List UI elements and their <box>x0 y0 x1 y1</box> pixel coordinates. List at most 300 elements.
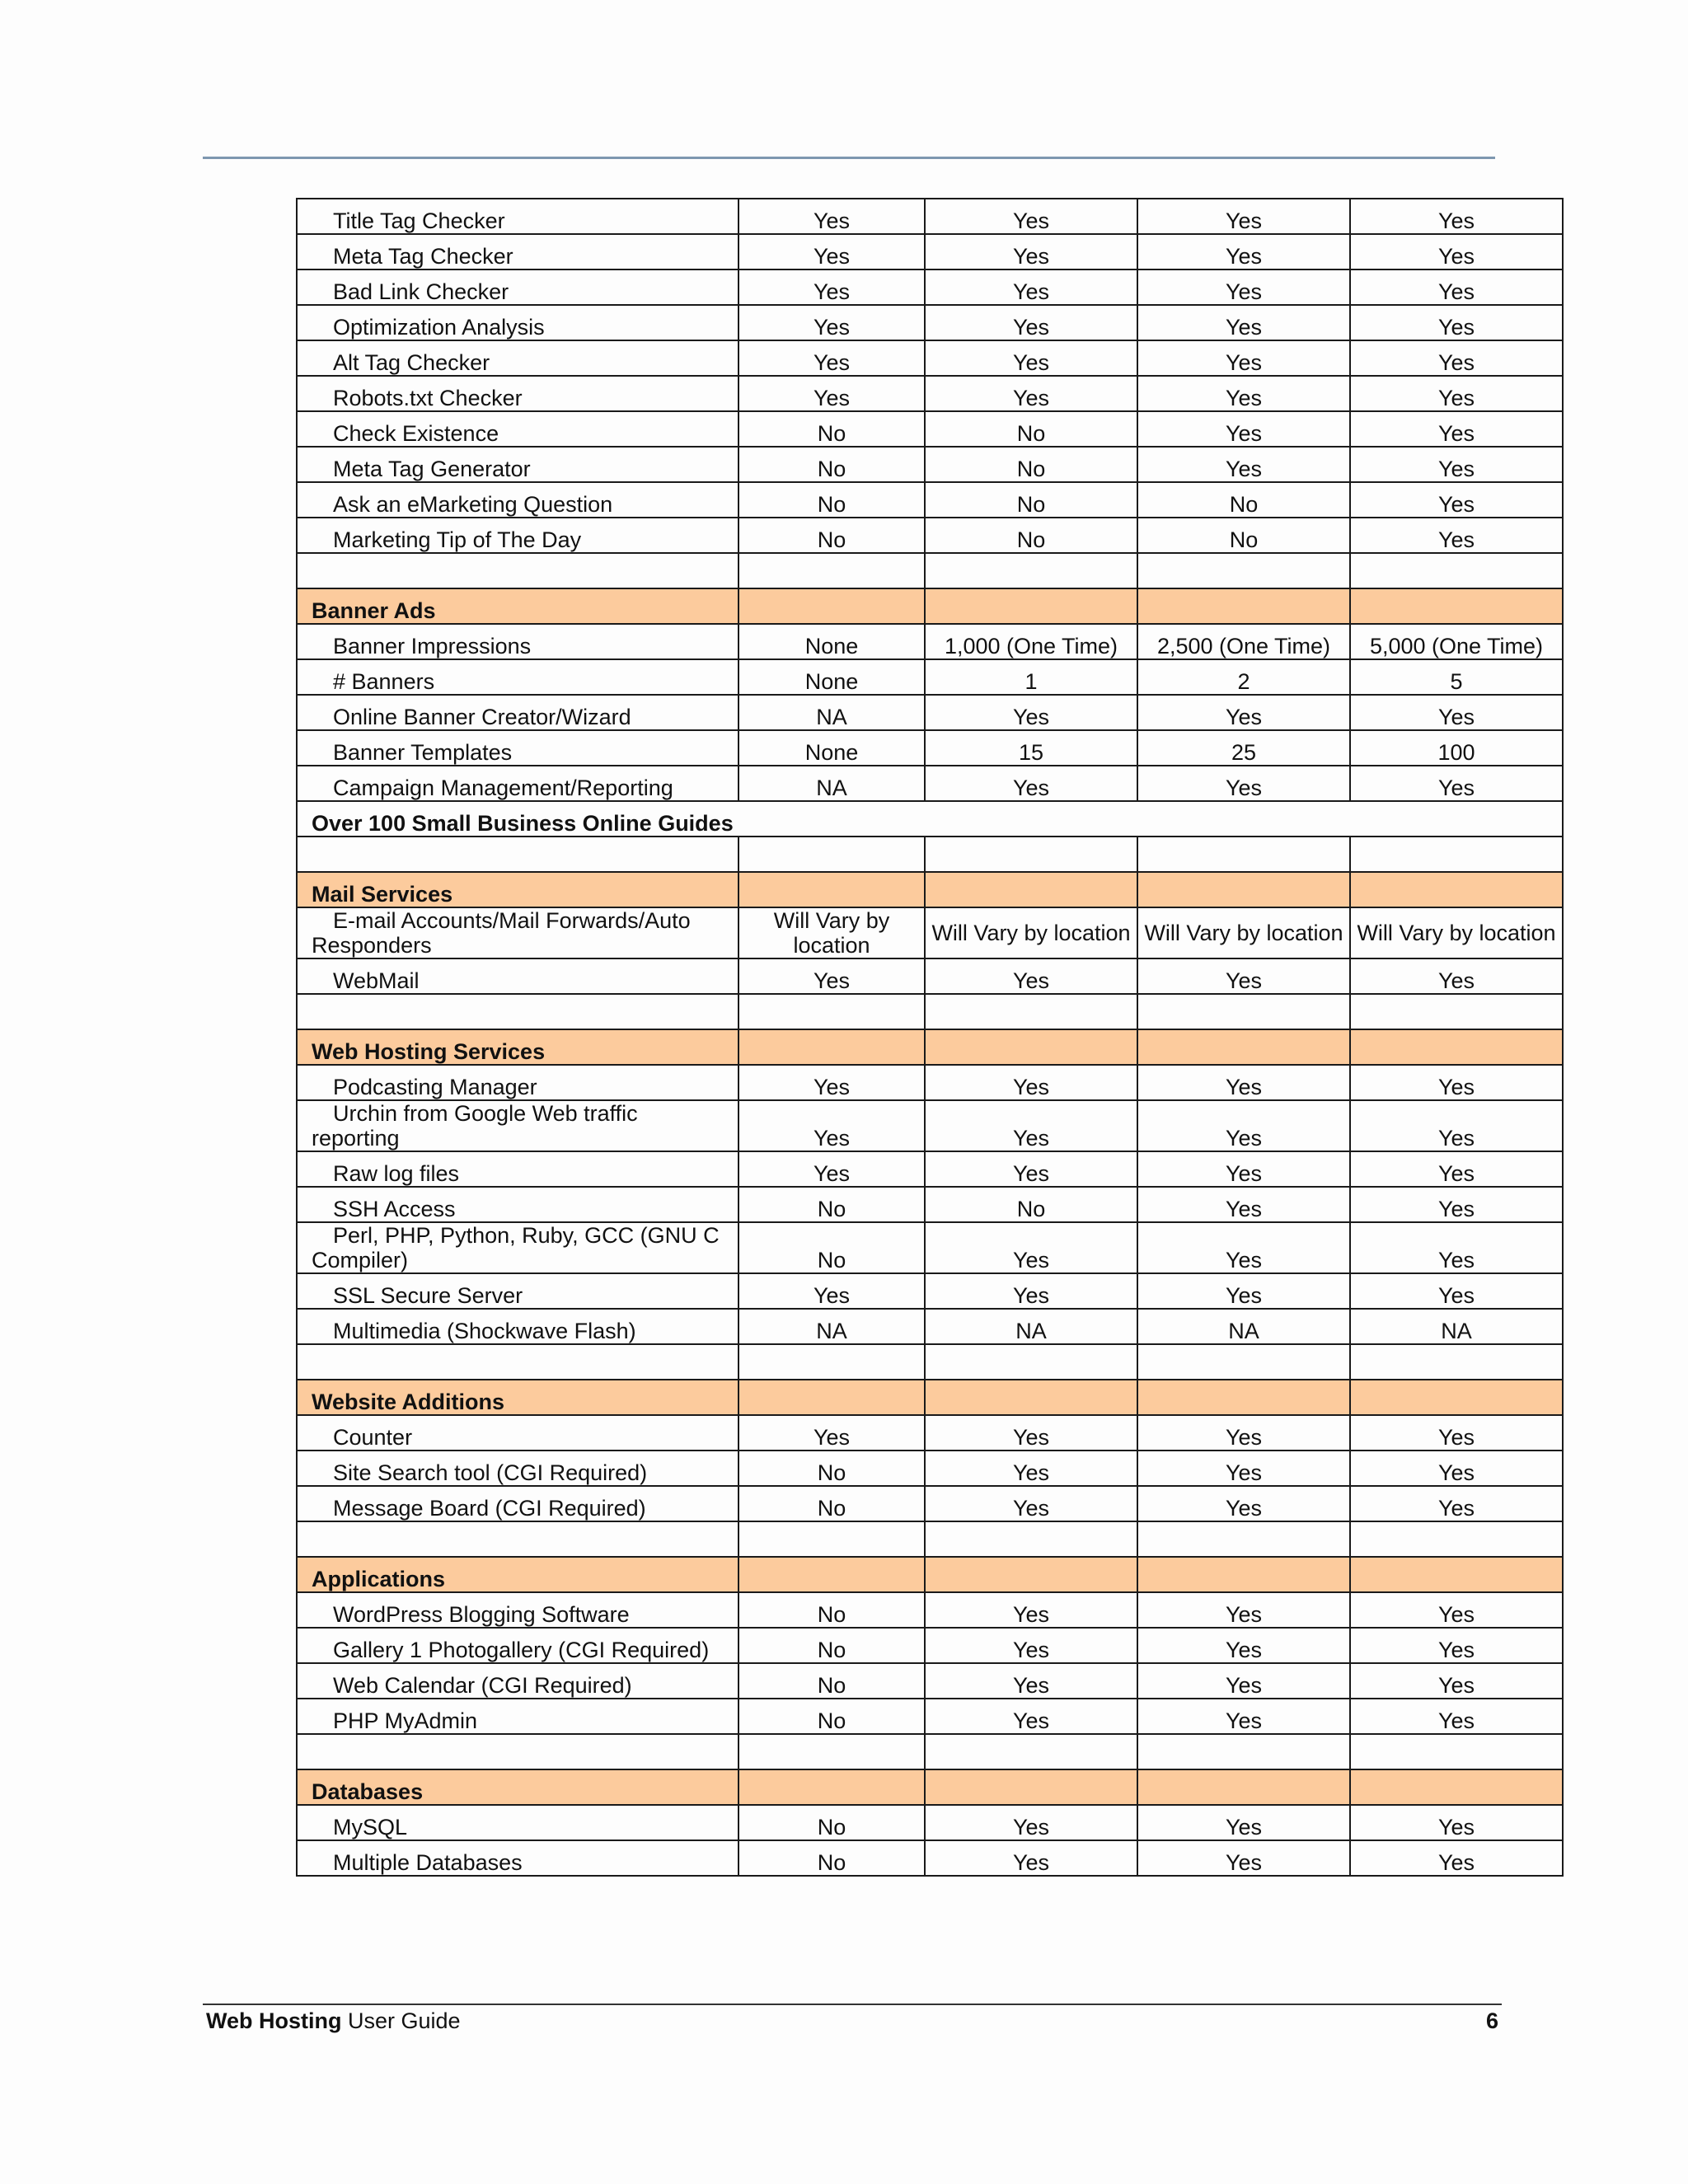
plan-value-cell: Yes <box>1137 305 1350 340</box>
feature-name: Bad Link Checker <box>333 279 509 304</box>
plan-value-cell: Yes <box>1137 1663 1350 1699</box>
feature-row <box>297 482 1563 518</box>
plan-value-cell: Yes <box>925 199 1137 234</box>
plan-value-cell: Yes <box>1350 1699 1563 1734</box>
feature-name: Robots.txt Checker <box>333 386 523 410</box>
feature-name-cell <box>297 958 738 994</box>
feature-name-cell <box>297 1415 738 1451</box>
feature-name: Meta Tag Checker <box>333 244 513 269</box>
empty-cell <box>297 1521 738 1557</box>
plan-value-cell: Yes <box>738 1065 925 1100</box>
plan-value-cell: Yes <box>738 269 925 305</box>
plan-value-cell: Yes <box>1137 1451 1350 1486</box>
section-fill-cell <box>1137 1557 1350 1592</box>
plan-value-cell: Yes <box>1137 1187 1350 1222</box>
feature-comparison-table <box>296 198 1564 1877</box>
page-footer <box>206 2006 1500 2036</box>
plan-value-cell: 15 <box>925 730 1137 766</box>
plan-value-cell: NA <box>738 766 925 801</box>
section-fill-cell <box>738 1557 925 1592</box>
plan-value-cell: Yes <box>1137 1100 1350 1151</box>
feature-row <box>297 958 1563 994</box>
section-fill-cell <box>738 1029 925 1065</box>
plan-value-cell: 5,000 (One Time) <box>1350 624 1563 659</box>
blank-row <box>297 553 1563 588</box>
feature-name: # Banners <box>333 669 435 694</box>
plan-value-cell: No <box>738 1451 925 1486</box>
section-fill-cell <box>925 588 1137 624</box>
feature-name-cell <box>297 411 738 447</box>
plan-value-cell: Yes <box>1137 1415 1350 1451</box>
plan-value-cell: Yes <box>925 1699 1137 1734</box>
feature-name-cell <box>297 234 738 269</box>
feature-row <box>297 269 1563 305</box>
empty-cell <box>297 553 738 588</box>
feature-name-cell <box>297 1840 738 1876</box>
section-fill-cell <box>1350 1029 1563 1065</box>
plan-value-cell: Yes <box>738 340 925 376</box>
section-title: Databases <box>297 1769 738 1805</box>
feature-table-body <box>297 199 1563 1876</box>
section-fill-cell <box>738 1380 925 1415</box>
feature-row <box>297 1273 1563 1309</box>
section-fill-cell <box>1137 1769 1350 1805</box>
plan-value-cell: Yes <box>1350 269 1563 305</box>
plan-value-cell: Yes <box>1350 1415 1563 1451</box>
plan-value-cell: Yes <box>925 1222 1137 1273</box>
feature-row <box>297 624 1563 659</box>
feature-row <box>297 199 1563 234</box>
plan-value-cell: Yes <box>1137 1805 1350 1840</box>
empty-cell <box>1350 553 1563 588</box>
section-header-row <box>297 588 1563 624</box>
section-header-row <box>297 1769 1563 1805</box>
feature-name-cell <box>297 447 738 482</box>
feature-row <box>297 695 1563 730</box>
empty-cell <box>1350 1734 1563 1769</box>
section-fill-cell <box>738 588 925 624</box>
plan-value-cell: Yes <box>1350 376 1563 411</box>
plan-value-cell: Yes <box>925 1592 1137 1628</box>
blank-row <box>297 1521 1563 1557</box>
plan-value-cell: Yes <box>1350 482 1563 518</box>
plan-value-cell: Yes <box>1350 1151 1563 1187</box>
feature-name-cell <box>297 1187 738 1222</box>
plan-value-cell: Yes <box>1137 269 1350 305</box>
plan-value-cell: No <box>738 1222 925 1273</box>
feature-name: Optimization Analysis <box>333 315 545 340</box>
feature-name-cell <box>297 376 738 411</box>
plan-value-cell: Yes <box>925 1840 1137 1876</box>
feature-name: MySQL <box>333 1815 408 1840</box>
feature-name-cell <box>297 659 738 695</box>
plan-value-cell: Yes <box>925 1100 1137 1151</box>
section-header-row <box>297 1557 1563 1592</box>
plan-value-cell: Yes <box>1350 766 1563 801</box>
empty-cell <box>925 1734 1137 1769</box>
plan-value-cell: Yes <box>925 1805 1137 1840</box>
plan-value-cell: Yes <box>1137 1486 1350 1521</box>
plan-value-cell: Yes <box>1137 447 1350 482</box>
empty-cell <box>738 837 925 872</box>
feature-name: Campaign Management/Reporting <box>333 776 673 800</box>
empty-cell <box>297 1734 738 1769</box>
section-fill-cell <box>1137 1029 1350 1065</box>
plan-value-cell: Yes <box>738 234 925 269</box>
section-fill-cell <box>925 1029 1137 1065</box>
plan-value-cell: No <box>738 411 925 447</box>
feature-name: Web Calendar (CGI Required) <box>333 1673 632 1698</box>
empty-cell <box>738 994 925 1029</box>
feature-row <box>297 1663 1563 1699</box>
feature-name-cell <box>297 518 738 553</box>
plan-value-cell: No <box>1137 482 1350 518</box>
plan-value-cell: 2 <box>1137 659 1350 695</box>
plan-value-cell: Yes <box>738 1273 925 1309</box>
feature-name-cell <box>297 695 738 730</box>
feature-name-cell <box>297 1309 738 1344</box>
feature-row <box>297 1840 1563 1876</box>
feature-row <box>297 1699 1563 1734</box>
plan-value-cell: No <box>738 1628 925 1663</box>
feature-row <box>297 766 1563 801</box>
plan-value-cell: No <box>925 1187 1137 1222</box>
feature-name-continuation: Compiler) <box>312 1248 409 1272</box>
plan-value-cell: None <box>738 730 925 766</box>
section-fill-cell <box>1137 1380 1350 1415</box>
feature-name-cell <box>297 1065 738 1100</box>
feature-name-cell <box>297 1592 738 1628</box>
plan-value-cell: Yes <box>1350 1065 1563 1100</box>
plan-value-cell: Yes <box>1350 1273 1563 1309</box>
section-fill-cell <box>738 872 925 907</box>
plan-value-cell: No <box>925 411 1137 447</box>
feature-row <box>297 1100 1563 1151</box>
feature-name: Ask an eMarketing Question <box>333 492 613 517</box>
plan-value-cell: Will Vary by location <box>925 907 1137 958</box>
feature-name-cell <box>297 1273 738 1309</box>
feature-name-line: E-mail Accounts/Mail Forwards/Auto <box>333 908 691 933</box>
plan-value-cell: Will Vary by location <box>1350 907 1563 958</box>
plan-value-cell: Yes <box>1137 1151 1350 1187</box>
plan-value-cell: No <box>738 1663 925 1699</box>
plan-value-cell: No <box>738 1486 925 1521</box>
section-fill-cell <box>925 872 1137 907</box>
plan-value-cell: 2,500 (One Time) <box>1137 624 1350 659</box>
feature-name: Meta Tag Generator <box>333 457 531 481</box>
section-fill-cell <box>1350 1557 1563 1592</box>
empty-cell <box>738 1344 925 1380</box>
plan-value-cell: Yes <box>738 376 925 411</box>
feature-name: Banner Impressions <box>333 634 532 658</box>
plan-value-cell: Yes <box>925 1451 1137 1486</box>
empty-cell <box>738 1734 925 1769</box>
section-header-row <box>297 1380 1563 1415</box>
plan-value-cell: No <box>738 1592 925 1628</box>
feature-name-cell <box>297 199 738 234</box>
feature-name-continuation: Responders <box>312 933 432 958</box>
plan-value-cell: Yes <box>1137 1840 1350 1876</box>
feature-name: Site Search tool (CGI Required) <box>333 1460 648 1485</box>
plan-value-cell: No <box>738 447 925 482</box>
feature-row <box>297 411 1563 447</box>
feature-row <box>297 1065 1563 1100</box>
feature-name: Multimedia (Shockwave Flash) <box>333 1319 636 1343</box>
feature-row <box>297 1187 1563 1222</box>
page-number: 6 <box>1485 2008 1498 2033</box>
header-rule <box>203 157 1495 159</box>
feature-row <box>297 518 1563 553</box>
blank-row <box>297 1344 1563 1380</box>
blank-row <box>297 1734 1563 1769</box>
plan-value-cell: Yes <box>1350 305 1563 340</box>
plan-value-cell: Yes <box>1350 1663 1563 1699</box>
empty-cell <box>1350 994 1563 1029</box>
plan-value-cell: Yes <box>925 1151 1137 1187</box>
feature-row <box>297 340 1563 376</box>
plan-value-cell: Yes <box>925 269 1137 305</box>
feature-row <box>297 1309 1563 1344</box>
empty-cell <box>1350 1344 1563 1380</box>
plan-value-cell: No <box>925 447 1137 482</box>
feature-row <box>297 447 1563 482</box>
plan-value-cell: Yes <box>925 376 1137 411</box>
plan-value-cell: Will Vary by location <box>738 907 925 958</box>
plan-value-cell: Yes <box>1137 695 1350 730</box>
blank-row <box>297 837 1563 872</box>
plan-value-cell: Will Vary by location <box>1137 907 1350 958</box>
empty-cell <box>1350 1521 1563 1557</box>
section-title: Banner Ads <box>297 588 738 624</box>
plan-value-cell: Yes <box>738 1415 925 1451</box>
plan-value-cell: None <box>738 624 925 659</box>
empty-cell <box>738 553 925 588</box>
empty-cell <box>1137 1344 1350 1380</box>
plan-value-cell: No <box>738 518 925 553</box>
section-fill-cell <box>1137 588 1350 624</box>
empty-cell <box>1137 1734 1350 1769</box>
plan-value-cell: No <box>925 518 1137 553</box>
feature-name-cell <box>297 482 738 518</box>
footer-product-name: Web Hosting <box>206 2008 342 2033</box>
plan-value-cell: Yes <box>925 340 1137 376</box>
section-fill-cell <box>1350 872 1563 907</box>
feature-row <box>297 234 1563 269</box>
section-title: Website Additions <box>297 1380 738 1415</box>
plan-value-cell: NA <box>1350 1309 1563 1344</box>
feature-name-cell <box>297 1151 738 1187</box>
full-width-label: Over 100 Small Business Online Guides <box>297 801 1563 837</box>
feature-row <box>297 907 1563 958</box>
feature-name-line: Perl, PHP, Python, Ruby, GCC (GNU C <box>333 1223 720 1248</box>
empty-cell <box>925 994 1137 1029</box>
plan-value-cell: Yes <box>1137 1699 1350 1734</box>
feature-row <box>297 659 1563 695</box>
empty-cell <box>1137 553 1350 588</box>
plan-value-cell: Yes <box>738 305 925 340</box>
feature-row <box>297 1486 1563 1521</box>
feature-row <box>297 1628 1563 1663</box>
blank-row <box>297 994 1563 1029</box>
feature-row <box>297 1805 1563 1840</box>
empty-cell <box>1137 837 1350 872</box>
section-fill-cell <box>738 1769 925 1805</box>
section-header-row <box>297 1029 1563 1065</box>
plan-value-cell: No <box>738 1699 925 1734</box>
feature-name-cell <box>297 730 738 766</box>
plan-value-cell: 25 <box>1137 730 1350 766</box>
feature-name: Multiple Databases <box>333 1850 523 1875</box>
section-fill-cell <box>1137 872 1350 907</box>
feature-name: Message Board (CGI Required) <box>333 1496 646 1521</box>
section-title: Mail Services <box>297 872 738 907</box>
section-fill-cell <box>1350 1380 1563 1415</box>
plan-value-cell: No <box>1137 518 1350 553</box>
feature-name-cell <box>297 305 738 340</box>
plan-value-cell: Yes <box>1350 1100 1563 1151</box>
feature-name: Alt Tag Checker <box>333 350 490 375</box>
plan-value-cell: Yes <box>1350 447 1563 482</box>
plan-value-cell: Yes <box>1350 411 1563 447</box>
plan-value-cell: Yes <box>925 766 1137 801</box>
plan-value-cell: Yes <box>1137 1222 1350 1273</box>
plan-value-cell: Yes <box>925 1273 1137 1309</box>
empty-cell <box>1350 837 1563 872</box>
feature-row <box>297 1592 1563 1628</box>
section-title: Applications <box>297 1557 738 1592</box>
plan-value-cell: No <box>738 482 925 518</box>
plan-value-cell: No <box>738 1187 925 1222</box>
plan-value-cell: Yes <box>1137 1065 1350 1100</box>
full-width-row <box>297 801 1563 837</box>
plan-value-cell: NA <box>925 1309 1137 1344</box>
empty-cell <box>297 837 738 872</box>
plan-value-cell: NA <box>738 695 925 730</box>
plan-value-cell: NA <box>738 1309 925 1344</box>
empty-cell <box>738 1521 925 1557</box>
footer-rule <box>203 2004 1502 2005</box>
section-fill-cell <box>925 1380 1137 1415</box>
feature-row <box>297 1222 1563 1273</box>
plan-value-cell: Yes <box>925 958 1137 994</box>
plan-value-cell: Yes <box>925 305 1137 340</box>
feature-name: Podcasting Manager <box>333 1075 537 1099</box>
empty-cell <box>925 553 1137 588</box>
plan-value-cell: Yes <box>1350 1451 1563 1486</box>
plan-value-cell: Yes <box>925 1486 1137 1521</box>
plan-value-cell: Yes <box>1137 1273 1350 1309</box>
feature-name: WordPress Blogging Software <box>333 1602 630 1627</box>
feature-name: Banner Templates <box>333 740 513 765</box>
plan-value-cell: Yes <box>925 1065 1137 1100</box>
plan-value-cell: Yes <box>1137 340 1350 376</box>
empty-cell <box>925 1521 1137 1557</box>
plan-value-cell: Yes <box>1350 1805 1563 1840</box>
plan-value-cell: Yes <box>1350 958 1563 994</box>
feature-name: PHP MyAdmin <box>333 1708 478 1733</box>
plan-value-cell: Yes <box>1137 1628 1350 1663</box>
section-fill-cell <box>925 1769 1137 1805</box>
feature-row <box>297 376 1563 411</box>
feature-name: Title Tag Checker <box>333 209 505 233</box>
plan-value-cell: 1,000 (One Time) <box>925 624 1137 659</box>
plan-value-cell: Yes <box>1137 411 1350 447</box>
feature-name-cell <box>297 269 738 305</box>
feature-name: WebMail <box>333 968 420 993</box>
plan-value-cell: Yes <box>738 958 925 994</box>
plan-value-cell: Yes <box>925 234 1137 269</box>
feature-name: Gallery 1 Photogallery (CGI Required) <box>333 1638 710 1662</box>
plan-value-cell: Yes <box>925 1415 1137 1451</box>
plan-value-cell: Yes <box>1350 340 1563 376</box>
plan-value-cell: Yes <box>1137 1592 1350 1628</box>
feature-name-cell <box>297 1628 738 1663</box>
feature-name-cell <box>297 1100 738 1151</box>
plan-value-cell: 100 <box>1350 730 1563 766</box>
plan-value-cell: Yes <box>925 1663 1137 1699</box>
feature-name-cell <box>297 624 738 659</box>
feature-name: SSH Access <box>333 1197 456 1221</box>
feature-name: Raw log files <box>333 1161 460 1186</box>
section-header-row <box>297 872 1563 907</box>
plan-value-cell: Yes <box>1137 766 1350 801</box>
empty-cell <box>1137 994 1350 1029</box>
feature-name-continuation: reporting <box>312 1126 400 1151</box>
empty-cell <box>297 994 738 1029</box>
feature-name: Online Banner Creator/Wizard <box>333 705 631 729</box>
plan-value-cell: Yes <box>925 1628 1137 1663</box>
feature-name-cell <box>297 1805 738 1840</box>
feature-name-cell <box>297 1451 738 1486</box>
feature-name-cell <box>297 1486 738 1521</box>
section-fill-cell <box>1350 588 1563 624</box>
plan-value-cell: No <box>738 1840 925 1876</box>
feature-name: Check Existence <box>333 421 499 446</box>
section-title: Web Hosting Services <box>297 1029 738 1065</box>
section-fill-cell <box>925 1557 1137 1592</box>
plan-value-cell: Yes <box>1350 1840 1563 1876</box>
feature-name-cell <box>297 766 738 801</box>
feature-name-cell <box>297 1699 738 1734</box>
feature-row <box>297 1151 1563 1187</box>
plan-value-cell: Yes <box>1350 695 1563 730</box>
plan-value-cell: Yes <box>1350 1592 1563 1628</box>
plan-value-cell: 1 <box>925 659 1137 695</box>
plan-value-cell: Yes <box>1350 1486 1563 1521</box>
plan-value-cell: Yes <box>1350 234 1563 269</box>
plan-value-cell: Yes <box>1137 234 1350 269</box>
feature-row <box>297 1415 1563 1451</box>
feature-name: Marketing Tip of The Day <box>333 527 582 552</box>
empty-cell <box>297 1344 738 1380</box>
feature-name: SSL Secure Server <box>333 1283 523 1308</box>
plan-value-cell: None <box>738 659 925 695</box>
section-fill-cell <box>1350 1769 1563 1805</box>
empty-cell <box>1137 1521 1350 1557</box>
empty-cell <box>925 837 1137 872</box>
feature-name-cell <box>297 340 738 376</box>
empty-cell <box>925 1344 1137 1380</box>
plan-value-cell: Yes <box>1137 376 1350 411</box>
plan-value-cell: Yes <box>925 695 1137 730</box>
feature-name-line: Urchin from Google Web traffic <box>333 1101 638 1126</box>
plan-value-cell: Yes <box>1350 199 1563 234</box>
plan-value-cell: 5 <box>1350 659 1563 695</box>
feature-row <box>297 730 1563 766</box>
plan-value-cell: Yes <box>1350 1222 1563 1273</box>
plan-value-cell: Yes <box>738 199 925 234</box>
plan-value-cell: Yes <box>1350 1628 1563 1663</box>
